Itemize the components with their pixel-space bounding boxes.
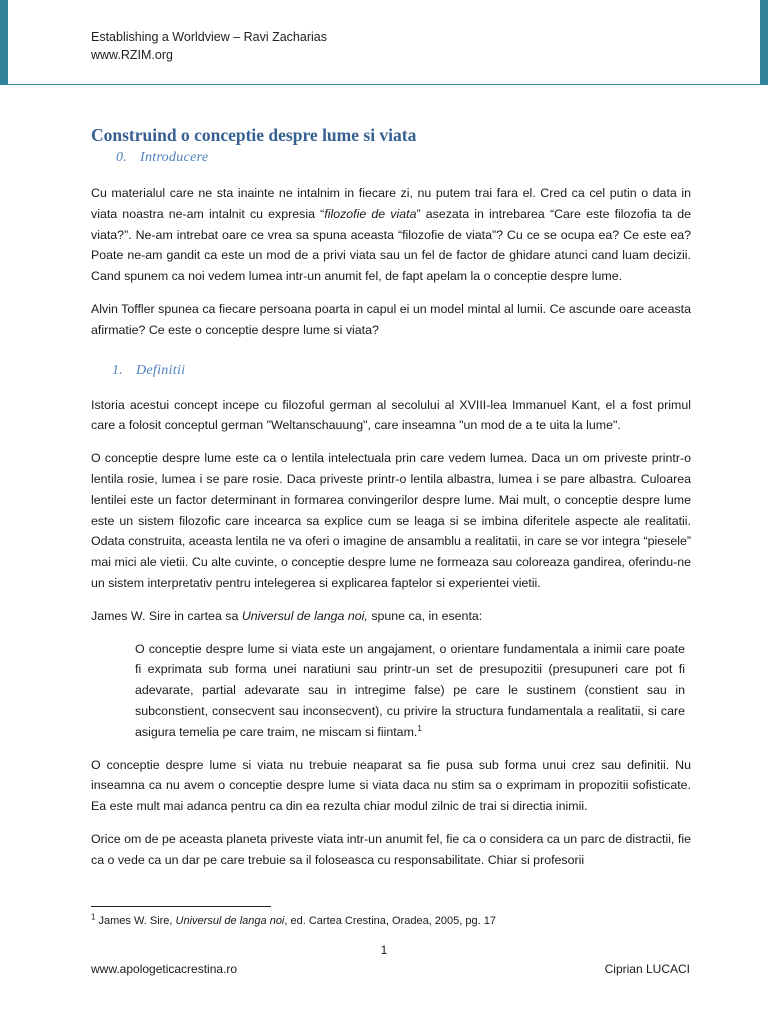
- header-divider: [0, 84, 768, 85]
- text-run: ” asezata in intrebarea “Care este filozofia ta de viata?”. Ne-am intrebat oare ce vrea sa spuna aceasta “filozofie de viata”? Cu ce se ocupa ea? Ce este ea? Poate ne-am gandit ca este un mod de a privi viata sau un fel de factor de ghidare atunci cand luam decizii. Cand spunem ca noi vedem lumea intr-un anumit fel, de fapt apelam la o conceptie despre lume.: [91, 206, 691, 284]
- paragraph-definitii-2: O conceptie despre lume este ca o lentila intelectuala prin care vedem lumea. Daca un om priveste printr-o lentila rosie, lumea i se pare rosie. Daca priveste printr-o lentila albastra, lumea i se pare albastra. Culoarea lentilei este un factor determinant in formarea convingerilor despre lume. Mai mult, o conceptie despre lume este un sistem filozofic care incearca sa explice cum se leaga si se imbina diferitele aspecte ale realitatii. Odata construita, aceasta lentila ne va oferi o imagine de ansamblu a realitatii, in care se vor integra “piesele” mai mici ale vietii. Cu alte cuvinte, o conceptie despre lume ne formeaza sau coloreaza gandirea, oferindu-ne un sistem interpretativ pentru intelegerea si explicarea faptelor si experientei vietii.: [91, 451, 691, 590]
- quote-text: O conceptie despre lume si viata este un angajament, o orientare fundamentala a inimii care poate fi exprimata sub forma unei naratiuni sau printr-un set de presupozitii (presupuneri care pot fi adevarate, partial adevarate sau in intregime false) pe care le sustinem (constient sau in subconstient, consecvent sau inconsecvent), cu privire la structura fundamentala a realitatii, si care asigura temelia pe care traim, ne miscam si fiintam.: [135, 641, 685, 739]
- paragraph-definitii-1: Istoria acestui concept incepe cu filozoful german al secolului al XVIII-lea Immanuel Kant, el a fost primul care a folosit conceptul german "Weltanschauung", care inseamna "un mod de a te uita la lume".: [91, 397, 691, 433]
- footnote-divider: [91, 906, 271, 907]
- section-number: 0.: [116, 150, 128, 165]
- block-quote: [135, 639, 685, 743]
- footer-website: www.apologeticacrestina.ro: [91, 962, 238, 976]
- header-accent-bar-right: [760, 0, 768, 84]
- text-run: spune ca, in esenta:: [367, 608, 483, 623]
- section-heading-introducere: [116, 148, 691, 168]
- section-number: 1.: [112, 362, 124, 378]
- paragraph-intro-2: Alvin Toffler spunea ca fiecare persoana poarta in capul ei un model mintal al lumii. Ce ascunde oare aceasta afirmatie? Ce este o conceptie despre lume si viata?: [91, 301, 691, 337]
- paragraph-last: Orice om de pe aceasta planeta priveste viata intr-un anumit fel, fie ca o considera ca un parc de distractii, fie ca o vede ca un dar pe care trebuie sa il foloseasca cu responsabilitate. Chiar si profesorii: [91, 831, 691, 867]
- text-run: James W. Sire in cartea sa: [91, 608, 242, 623]
- paragraph-sire-intro: [91, 606, 691, 627]
- footnote-number: 1: [91, 912, 96, 922]
- italic-run: filozofie de viata: [324, 206, 417, 221]
- italic-run: Universul de langa noi: [175, 915, 285, 927]
- paragraph-intro-1: [91, 183, 691, 287]
- header-accent-bar-left: [0, 0, 8, 84]
- footer-author: Ciprian LUCACI: [604, 962, 690, 976]
- paragraph-after-quote: O conceptie despre lume si viata nu trebuie neaparat sa fie pusa sub forma unui crez sau definitii. Nu inseamna ca nu avem o conceptie despre lume si viata daca nu stim sa o exprimam in propozitii sofisticate. Ea este mult mai adanca pentru ca din ea rezulta chiar modul zilnic de trai si directia inimii.: [91, 757, 691, 814]
- text-run: Cu materialul care ne sta inainte ne intalnim in fiecare zi, nu putem trai fara el. Cred ca cel putin o data in viata noastra ne-am intalnit cu expresia “: [91, 186, 691, 221]
- header-title: Establishing a Worldview – Ravi Zacharias: [91, 30, 327, 44]
- section-title: Introducere: [140, 150, 209, 165]
- page-number: 1: [380, 943, 388, 957]
- footnote-reference[interactable]: 1: [417, 723, 422, 733]
- page-header: [91, 28, 327, 64]
- italic-run: Universul de langa noi,: [241, 608, 368, 623]
- footnote: [91, 914, 496, 929]
- document-body: [91, 124, 691, 871]
- text-run: James W. Sire,: [95, 915, 176, 927]
- section-heading-definitii: [112, 361, 691, 381]
- header-website: www.RZIM.org: [91, 48, 173, 62]
- section-title: Definitii: [136, 362, 186, 378]
- document-title: Construind o conceptie despre lume si viata: [91, 125, 417, 145]
- text-run: , ed. Cartea Crestina, Oradea, 2005, pg. 17: [284, 915, 496, 927]
